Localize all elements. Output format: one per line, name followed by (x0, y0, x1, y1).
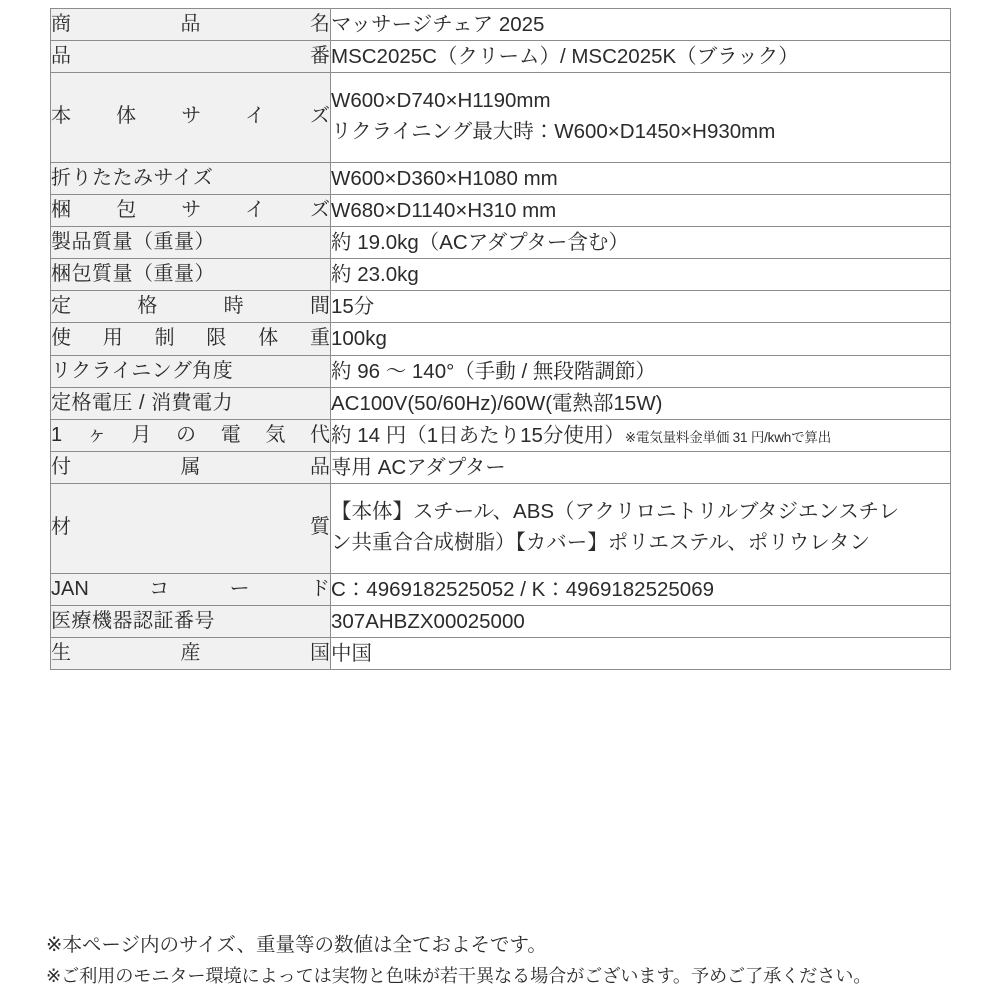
spec-label-cell: 製品質量（重量） (51, 226, 331, 258)
table-row (51, 259, 951, 291)
spec-label-cell: 付属品 (51, 452, 331, 484)
table-row (51, 73, 951, 162)
spec-value-line: 15分 (331, 295, 375, 319)
spec-value-line: 専用 ACアダプター (331, 456, 506, 480)
spec-table-container (50, 8, 950, 670)
spec-label-cell: 生産国 (51, 637, 331, 669)
footnote-item: ※本ページ内のサイズ、重量等の数値は全ておよそです。 (46, 934, 547, 956)
spec-label-cell: 品番 (51, 41, 331, 73)
spec-value-cell (331, 355, 951, 387)
spec-label-cell: 使用制限体重 (51, 323, 331, 355)
spec-label-cell: 1ヶ月の電気代 (51, 419, 331, 451)
spec-value-line: W680×D1140×H310 mm (331, 198, 557, 222)
footnote-list (46, 930, 976, 991)
product-specification-table (50, 8, 951, 670)
spec-value-cell (331, 41, 951, 73)
spec-value-cell (331, 484, 951, 573)
spec-value-line: 約 96 〜 140°（手動 / 無段階調節） (331, 359, 656, 383)
spec-label-cell: 本体サイズ (51, 73, 331, 162)
table-row (51, 226, 951, 258)
spec-value-cell (331, 259, 951, 291)
spec-value-cell (331, 419, 951, 451)
spec-value-line: 約 23.0kg (331, 263, 419, 287)
table-row (51, 419, 951, 451)
spec-label-cell: 定格時間 (51, 291, 331, 323)
spec-label-cell: 梱包質量（重量） (51, 259, 331, 291)
table-row (51, 291, 951, 323)
spec-value-cell (331, 605, 951, 637)
table-row (51, 637, 951, 669)
spec-value-line: 【本体】スチール、ABS（アクリロニトリルブタジエンスチレ (331, 500, 900, 524)
table-row (51, 452, 951, 484)
spec-value-line: 100kg (331, 327, 387, 351)
spec-value-cell (331, 291, 951, 323)
spec-value-line: 307AHBZX00025000 (331, 609, 525, 633)
spec-value-footnote: ※電気量料金単価 31 円/kwhで算出 (624, 429, 831, 445)
spec-value-cell (331, 194, 951, 226)
spec-label-cell: 折りたたみサイズ (51, 162, 331, 194)
spec-value-cell (331, 387, 951, 419)
spec-table-body (51, 9, 951, 670)
spec-value-line: AC100V(50/60Hz)/60W(電熱部15W) (331, 391, 663, 415)
table-row (51, 162, 951, 194)
table-row (51, 573, 951, 605)
spec-value-line: 約 19.0kg（ACアダプター含む） (331, 230, 629, 254)
spec-label-cell: JANコード (51, 573, 331, 605)
spec-value-cell (331, 162, 951, 194)
spec-label-cell: 商品名 (51, 9, 331, 41)
spec-value-line: W600×D360×H1080 mm (331, 166, 558, 190)
spec-value-line: 中国 (331, 641, 372, 665)
table-row (51, 41, 951, 73)
spec-value-cell (331, 637, 951, 669)
spec-value-cell (331, 9, 951, 41)
spec-label-cell: リクライニング角度 (51, 355, 331, 387)
spec-value-line: リクライニング最大時：W600×D1450×H930mm (331, 120, 776, 144)
spec-label-cell: 梱包サイズ (51, 194, 331, 226)
spec-label-cell: 定格電圧 / 消費電力 (51, 387, 331, 419)
spec-label-cell: 医療機器認証番号 (51, 605, 331, 637)
spec-value-line: MSC2025C（クリーム）/ MSC2025K（ブラック） (331, 45, 799, 69)
spec-value-text: 約 14 円（1日あたり15分使用） (331, 423, 625, 447)
spec-value-line: C：4969182525052 / K：4969182525069 (331, 577, 714, 601)
spec-value-cell (331, 73, 951, 162)
table-row (51, 484, 951, 573)
table-row (51, 194, 951, 226)
table-row (51, 387, 951, 419)
table-row (51, 355, 951, 387)
table-row (51, 9, 951, 41)
spec-value-cell (331, 323, 951, 355)
spec-value-line: ン共重合合成樹脂）【カバー】ポリエステル、ポリウレタン (331, 531, 870, 555)
footnote-item: ※ご利用のモニター環境によっては実物と色味が若干異なる場合がございます。予めご了承ください。 (46, 965, 872, 986)
spec-value-cell (331, 573, 951, 605)
spec-value-cell (331, 226, 951, 258)
table-row (51, 605, 951, 637)
table-row (51, 323, 951, 355)
spec-label-cell: 材質 (51, 484, 331, 573)
spec-value-line: マッサージチェア 2025 (331, 13, 545, 36)
spec-value-cell (331, 452, 951, 484)
spec-value-line: W600×D740×H1190mm (331, 89, 551, 113)
